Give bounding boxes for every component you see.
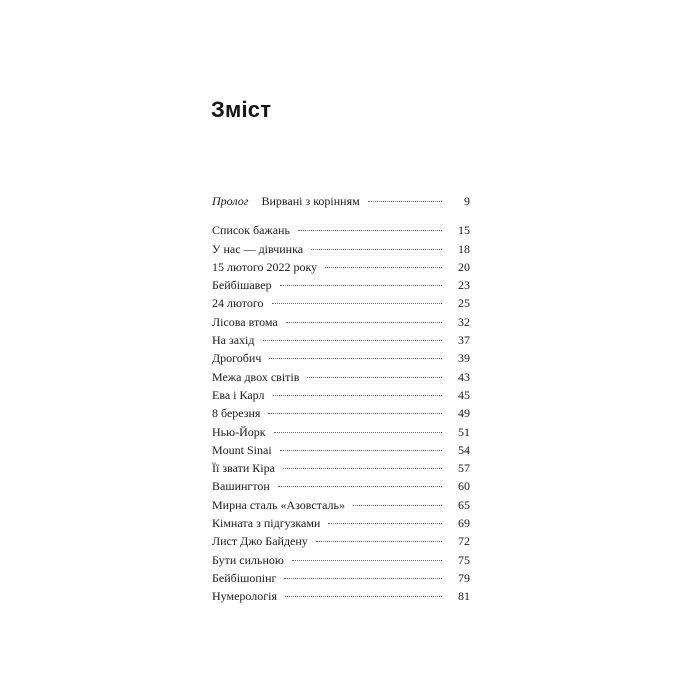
toc-page-number: 60 [458,479,470,494]
toc-entry [212,423,470,441]
toc-entry [212,294,470,312]
dot-leader [298,229,442,231]
dot-leader [328,522,442,524]
toc-page-number: 81 [458,589,470,604]
toc-entry [212,313,470,331]
toc-entry-prologue [212,192,470,210]
toc-entry-title: 15 лютого 2022 року [212,259,318,274]
toc-entry-title: Кімната з підгузками [212,516,321,531]
toc-entry-title: Список бажань [212,223,290,238]
dot-leader [274,431,442,433]
dot-leader [316,540,442,542]
toc-page-number: 54 [458,442,470,457]
dot-leader [311,248,442,250]
toc-entry [212,368,470,386]
toc-entry [212,240,470,258]
toc-entry-title: Бейбішопінг [212,570,277,585]
toc-page-number: 23 [458,278,470,293]
toc-entry-title: Дрогобич [212,351,262,366]
dot-leader [353,504,442,506]
toc-page-number: 32 [458,314,470,329]
toc-page-number: 65 [458,497,470,512]
toc-page-number: 18 [458,241,470,256]
dot-leader [269,357,442,359]
toc-entry [212,258,470,276]
toc-entry [212,496,470,514]
table-of-contents [212,192,470,606]
toc-entry-title: Бейбішавер [212,278,272,293]
toc-entry [212,386,470,404]
toc-page-number: 45 [458,387,470,402]
dot-leader [273,394,443,396]
dot-leader [284,577,442,579]
toc-page-number: 15 [458,223,470,238]
toc-page-number: 75 [458,552,470,567]
toc-entry-title: Лісова втома [212,314,278,329]
toc-entry [212,532,470,550]
toc-entry-title: Mount Sinai [212,442,272,457]
toc-entry [212,441,470,459]
dot-leader [292,559,442,561]
dot-leader [272,302,442,304]
dot-leader [280,449,442,451]
toc-entry [212,404,470,422]
toc-entry-title: 8 березня [212,406,261,421]
dot-leader [368,200,442,202]
dot-leader [280,284,442,286]
toc-entry [212,459,470,477]
toc-entry-title: Ева і Карл [212,387,265,402]
toc-page-number: 57 [458,461,470,476]
toc-entry-title: Нью-Йорк [212,424,266,439]
toc-entry-title: Її звати Кіра [212,461,275,476]
dot-leader [286,321,442,323]
toc-entry-title: Вашингтон [212,479,270,494]
toc-entry [212,276,470,294]
dot-leader [268,412,442,414]
toc-page-number: 25 [458,296,470,311]
toc-entry [212,551,470,569]
toc-entry [212,587,470,605]
toc-page-number: 20 [458,259,470,274]
toc-entry [212,221,470,239]
prologue-label: Пролог [212,194,249,208]
toc-page-number: 9 [464,194,470,208]
toc-entry-title: Лист Джо Байдену [212,534,308,549]
toc-entry-title: Бути сильною [212,552,284,567]
toc-entry [212,477,470,495]
toc-entry-title: Мирна сталь «Азовсталь» [212,497,345,512]
toc-page-number: 69 [458,516,470,531]
dot-leader [278,485,442,487]
toc-entry-title: У нас — дівчинка [212,241,304,256]
toc-page-number: 37 [458,333,470,348]
toc-page-number: 79 [458,570,470,585]
toc-entry-title: 24 лютого [212,296,264,311]
dot-leader [307,376,442,378]
toc-page-number: 43 [458,369,470,384]
toc-entry [212,349,470,367]
toc-entry [212,569,470,587]
dot-leader [325,266,442,268]
toc-page-number: 39 [458,351,470,366]
toc-entry-title: Нумерологія [212,589,278,604]
dot-leader [283,467,442,469]
toc-entry-title: Вирвані з корінням [261,194,360,208]
toc-entry [212,331,470,349]
toc-page-number: 72 [458,534,470,549]
toc-page-number: 49 [458,406,470,421]
toc-page-number: 51 [458,424,470,439]
toc-entry-title: На захід [212,333,255,348]
toc-entry-title: Межа двох світів [212,369,300,384]
dot-leader [285,595,442,597]
page-title: Зміст [211,97,272,122]
dot-leader [263,339,443,341]
toc-entry [212,514,470,532]
